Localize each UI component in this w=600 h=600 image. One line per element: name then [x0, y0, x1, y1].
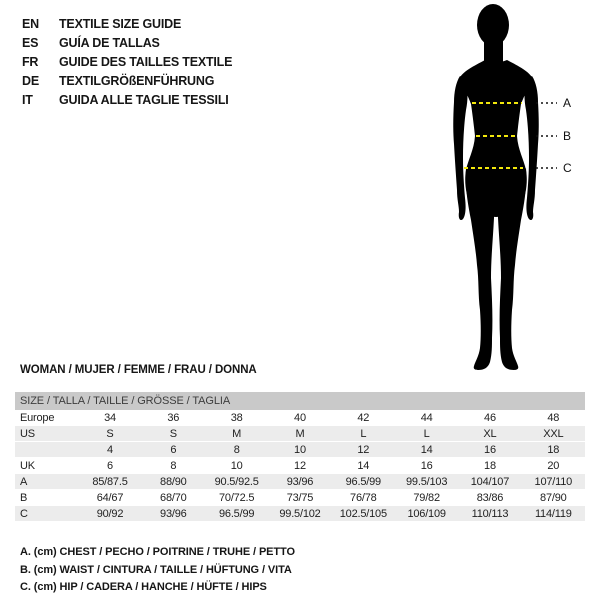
- size-cell: 16: [395, 458, 458, 474]
- size-cell: 10: [205, 458, 268, 474]
- size-cell: 90/92: [78, 506, 141, 522]
- size-cell: 96.5/99: [205, 506, 268, 522]
- size-cell: 107/110: [522, 474, 585, 490]
- size-cell: 106/109: [395, 506, 458, 522]
- size-cell: 48: [522, 410, 585, 426]
- size-cell: 104/107: [458, 474, 521, 490]
- size-cell: 102.5/105: [332, 506, 395, 522]
- language-label: GUÍA DE TALLAS: [59, 36, 160, 50]
- size-cell: 40: [268, 410, 331, 426]
- size-cell: S: [78, 426, 141, 442]
- size-cell: S: [142, 426, 205, 442]
- size-cell: 14: [395, 442, 458, 458]
- size-cell: 34: [78, 410, 141, 426]
- language-label: TEXTILGRÖßENFÜHRUNG: [59, 74, 215, 88]
- size-cell: 18: [458, 458, 521, 474]
- legend-row: [22, 15, 232, 34]
- table-header-row: [15, 392, 585, 410]
- size-table-body: [15, 410, 585, 522]
- language-code: IT: [22, 93, 33, 107]
- language-label: TEXTILE SIZE GUIDE: [59, 17, 182, 31]
- measurement-footnotes: [20, 544, 295, 597]
- table-row: [15, 490, 585, 506]
- size-cell: 99.5/102: [268, 506, 331, 522]
- woman-silhouette: [453, 4, 539, 370]
- woman-figure: [430, 0, 590, 380]
- size-cell: 14: [332, 458, 395, 474]
- table-header: SIZE / TALLA / TAILLE / GRÖSSE / TAGLIA: [15, 392, 585, 410]
- footnote-line: B. (cm) WAIST / CINTURA / TAILLE / HÜFTUNG / VITA: [20, 563, 292, 576]
- legend-row: [22, 34, 232, 53]
- row-label: UK: [15, 458, 78, 474]
- size-cell: 18: [522, 442, 585, 458]
- footnote-line: C. (cm) HIP / CADERA / HANCHE / HÜFTE / HIPS: [20, 581, 267, 594]
- size-cell: M: [205, 426, 268, 442]
- row-label: B: [15, 490, 78, 506]
- size-cell: 76/78: [332, 490, 395, 506]
- table-row: [15, 458, 585, 474]
- language-code: EN: [22, 17, 39, 31]
- size-cell: 110/113: [458, 506, 521, 522]
- size-cell: 36: [142, 410, 205, 426]
- size-cell: 20: [522, 458, 585, 474]
- legend-row: [22, 53, 232, 72]
- row-label: A: [15, 474, 78, 490]
- legend-row: [22, 91, 232, 110]
- language-code: DE: [22, 74, 39, 88]
- size-cell: 38: [205, 410, 268, 426]
- size-cell: 73/75: [268, 490, 331, 506]
- size-cell: 70/72.5: [205, 490, 268, 506]
- language-code: FR: [22, 55, 39, 69]
- woman-silhouette-svg: [430, 0, 590, 380]
- hip-label: C: [563, 161, 572, 175]
- section-title: WOMAN / MUJER / FEMME / FRAU / DONNA: [20, 364, 257, 376]
- size-cell: 64/67: [78, 490, 141, 506]
- size-cell: 83/86: [458, 490, 521, 506]
- size-cell: 12: [268, 458, 331, 474]
- size-cell: L: [332, 426, 395, 442]
- size-cell: 16: [458, 442, 521, 458]
- size-cell: 42: [332, 410, 395, 426]
- size-cell: 68/70: [142, 490, 205, 506]
- footnote-line: A. (cm) CHEST / PECHO / POITRINE / TRUHE / PETTO: [20, 546, 295, 558]
- size-cell: XXL: [522, 426, 585, 442]
- language-label: GUIDE DES TAILLES TEXTILE: [59, 55, 233, 69]
- waist-label: B: [563, 129, 572, 143]
- table-row: [15, 442, 585, 458]
- language-code: ES: [22, 36, 39, 50]
- size-cell: 8: [142, 458, 205, 474]
- size-cell: L: [395, 426, 458, 442]
- table-row: [15, 410, 585, 426]
- size-cell: 12: [332, 442, 395, 458]
- row-label: Europe: [15, 410, 78, 426]
- size-cell: 10: [268, 442, 331, 458]
- size-cell: 93/96: [268, 474, 331, 490]
- size-cell: 79/82: [395, 490, 458, 506]
- size-cell: 99.5/103: [395, 474, 458, 490]
- size-cell: 87/90: [522, 490, 585, 506]
- size-cell: 46: [458, 410, 521, 426]
- size-cell: 85/87.5: [78, 474, 141, 490]
- row-label: C: [15, 506, 78, 522]
- size-cell: XL: [458, 426, 521, 442]
- size-cell: 88/90: [142, 474, 205, 490]
- size-cell: 44: [395, 410, 458, 426]
- table-row: [15, 426, 585, 442]
- size-cell: 4: [78, 442, 141, 458]
- table-row: [15, 506, 585, 522]
- size-cell: 93/96: [142, 506, 205, 522]
- row-label: US: [15, 426, 78, 442]
- legend-row: [22, 72, 232, 91]
- table-row: [15, 474, 585, 490]
- language-legend: [22, 15, 232, 110]
- size-cell: 114/119: [522, 506, 585, 522]
- language-label: GUIDA ALLE TAGLIE TESSILI: [59, 93, 229, 107]
- size-cell: M: [268, 426, 331, 442]
- size-cell: 6: [142, 442, 205, 458]
- size-cell: 90.5/92.5: [205, 474, 268, 490]
- row-label: [15, 442, 78, 458]
- size-cell: 6: [78, 458, 141, 474]
- chest-label: A: [563, 96, 572, 110]
- size-cell: 96.5/99: [332, 474, 395, 490]
- size-cell: 8: [205, 442, 268, 458]
- size-table: [15, 392, 585, 522]
